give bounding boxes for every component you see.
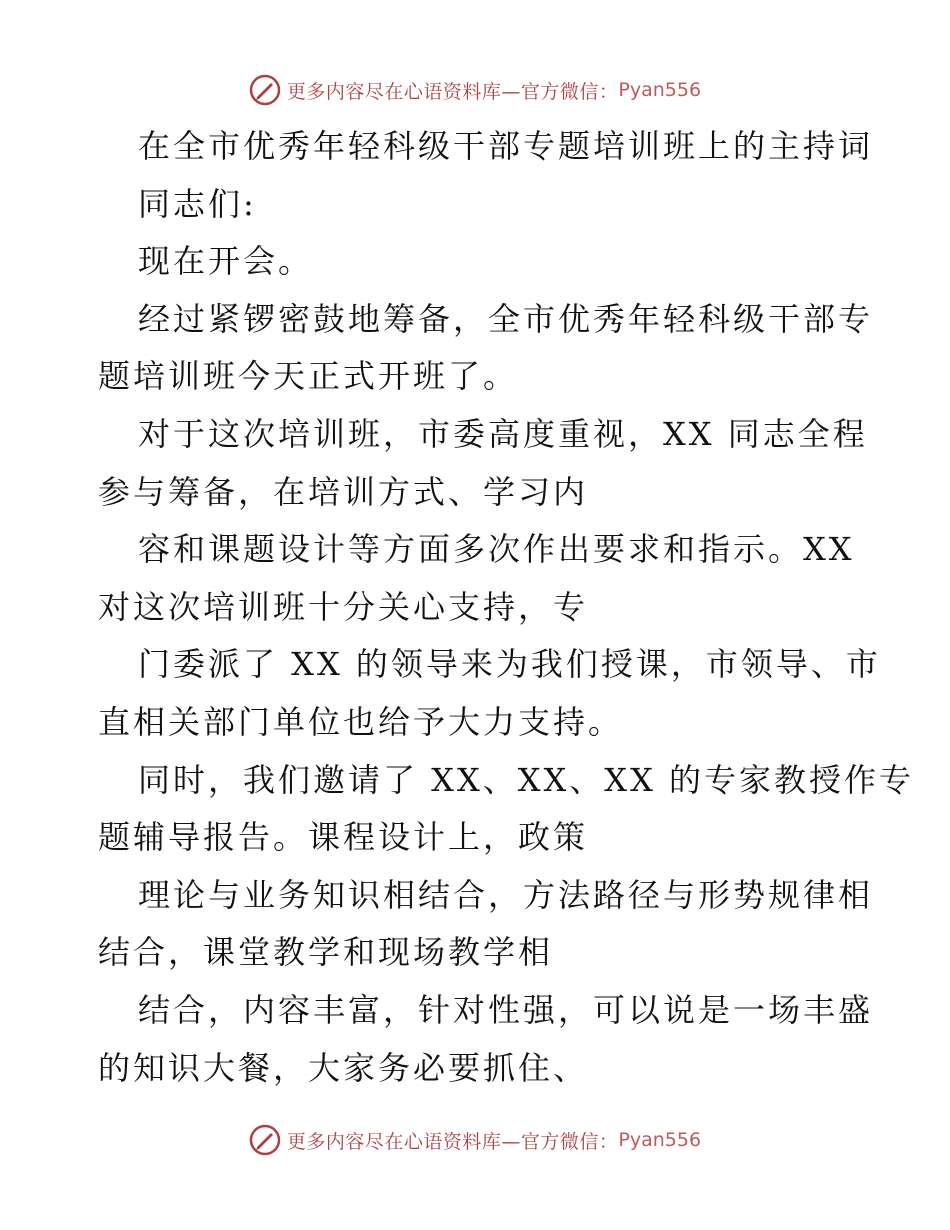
paragraph-line: 理论与业务知识相结合，方法路径与形势规律相 — [138, 875, 874, 914]
paragraph-line: 题辅导报告。课程设计上，政策 — [98, 818, 589, 857]
banner-text: 更多内容尽在心语资料库—官方微信： — [286, 1130, 619, 1153]
paragraph-line: 同志们: — [138, 184, 257, 223]
paragraph-line: 结合，课堂教学和现场教学相 — [98, 933, 554, 972]
paragraph-line: 直相关部门单位也给予大力支持。 — [98, 702, 624, 741]
paragraph-line: 同时，我们邀请了 XX、XX、XX 的专家教授作专 — [138, 760, 915, 799]
quill-icon — [249, 74, 281, 106]
footer-banner — [0, 1120, 950, 1160]
document-title: 在全市优秀年轻科级干部专题培训班上的主持词 — [138, 127, 874, 165]
quill-icon — [249, 1124, 281, 1156]
paragraph-line: 题培训班今天正式开班了。 — [98, 357, 519, 396]
wechat-id: Pyan556 — [618, 1129, 702, 1151]
paragraph-line: 结合，内容丰富，针对性强，可以说是一场丰盛 — [138, 990, 874, 1029]
paragraph-line: 现在开会。 — [138, 242, 314, 281]
paragraph-line: 对这次培训班十分关心支持，专 — [98, 587, 589, 626]
header-banner — [0, 70, 950, 110]
paragraph-line: 参与筹备，在培训方式、学习内 — [98, 472, 589, 511]
banner-text: 更多内容尽在心语资料库—官方微信： — [286, 80, 619, 103]
paragraph-line: 容和课题设计等方面多次作出要求和指示。XX — [138, 530, 855, 569]
wechat-id: Pyan556 — [618, 79, 702, 101]
document-body — [98, 118, 915, 1097]
paragraph-line: 的知识大餐，大家务必要抓住、 — [98, 1048, 589, 1087]
paragraph-line: 经过紧锣密鼓地筹备，全市优秀年轻科级干部专 — [138, 299, 874, 338]
paragraph-line: 对于这次培训班，市委高度重视，XX 同志全程 — [138, 414, 868, 453]
paragraph-line: 门委派了 XX 的领导来为我们授课，市领导、市 — [138, 645, 881, 684]
